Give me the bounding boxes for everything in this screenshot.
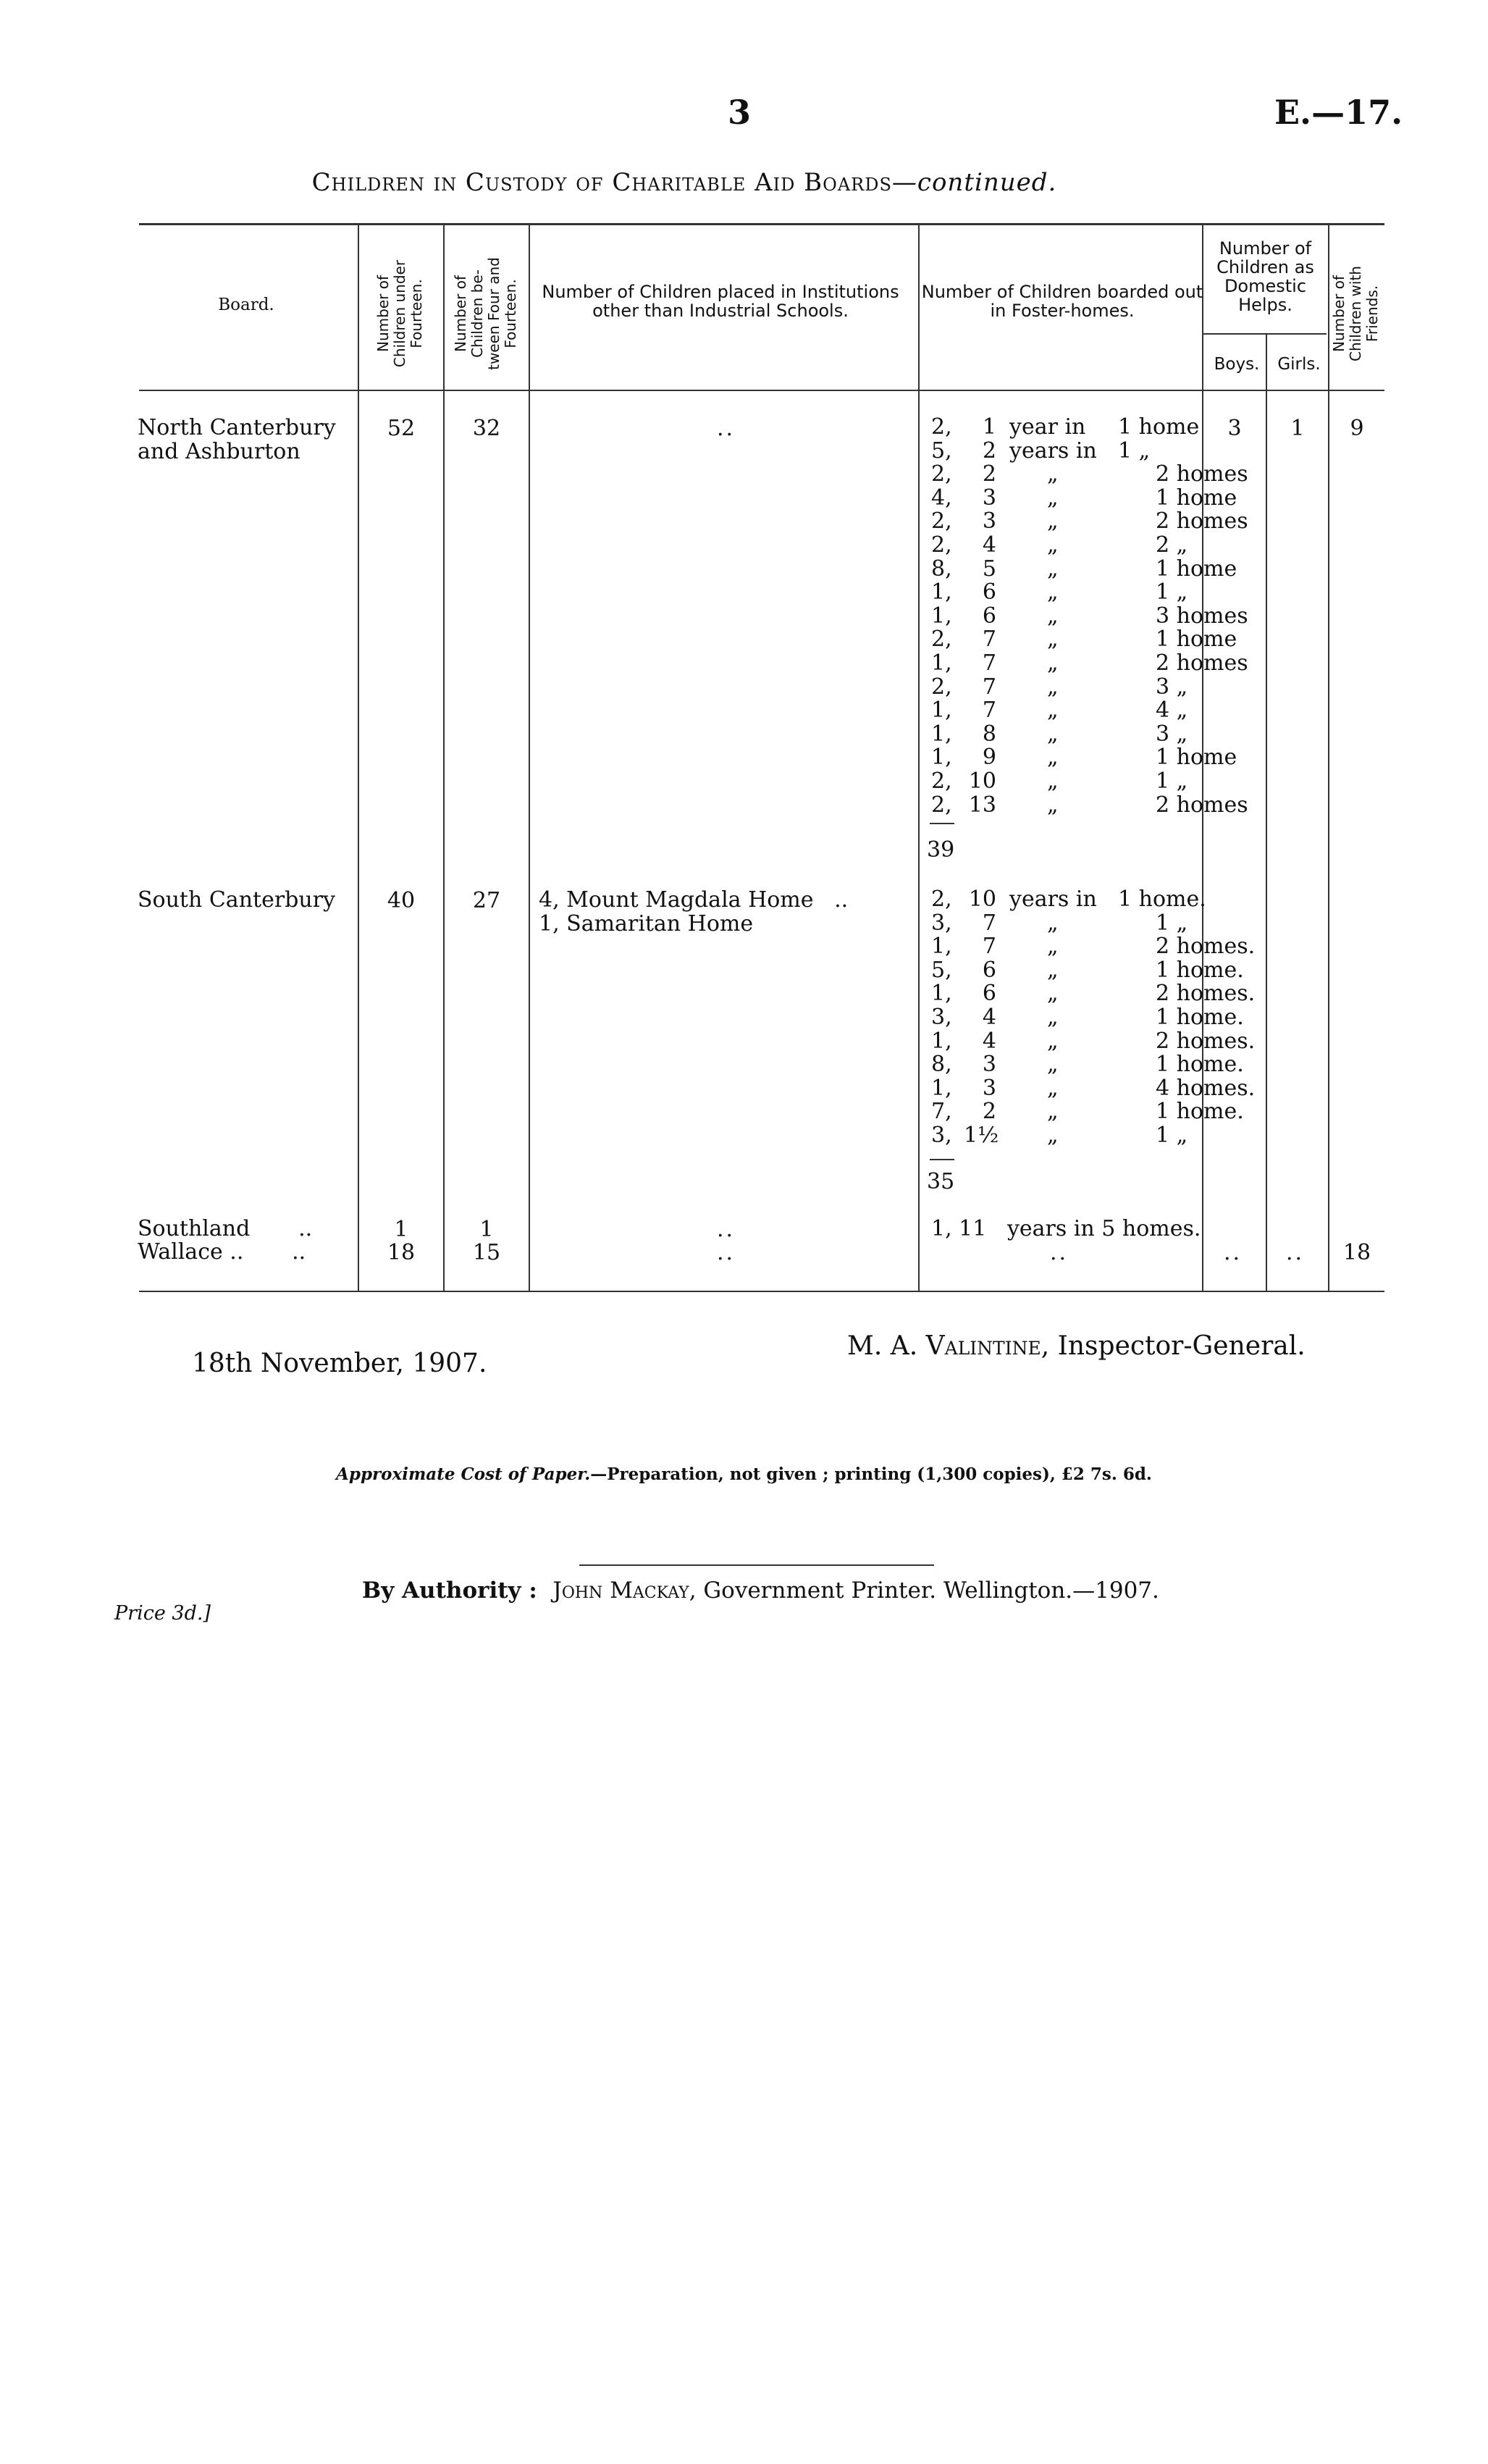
signer-name: Valintine xyxy=(925,1331,1041,1361)
foster-age: 1 xyxy=(982,414,996,440)
foster-row xyxy=(931,558,1279,582)
foster-unit: years in xyxy=(1009,887,1097,912)
foster-unit: „ xyxy=(1047,981,1059,1007)
foster-homes: 3 „ xyxy=(1156,721,1188,747)
north-friends: 9 xyxy=(1350,416,1364,441)
header-girls: Girls. xyxy=(1277,355,1321,374)
southland-four-fourteen: 1 xyxy=(479,1217,494,1242)
foster-row xyxy=(931,581,1279,605)
title-continued: —continued. xyxy=(891,168,1057,197)
foster-unit: „ xyxy=(1047,1099,1059,1125)
north-under-fourteen: 52 xyxy=(387,416,416,441)
wallace-boys: .. xyxy=(1224,1240,1243,1265)
wallace-friends: 18 xyxy=(1342,1240,1371,1265)
foster-unit: „ xyxy=(1047,650,1059,676)
south-four-fourteen: 27 xyxy=(472,888,501,913)
foster-unit: „ xyxy=(1047,1028,1059,1054)
foster-age: 6 xyxy=(982,981,996,1007)
south-under-fourteen: 40 xyxy=(387,888,416,913)
foster-age: 7 xyxy=(982,627,996,653)
foster-count: 3, xyxy=(931,1122,952,1148)
foster-age: 7 xyxy=(982,674,996,700)
col-divider-4 xyxy=(918,225,920,1291)
foster-age: 8 xyxy=(982,721,996,747)
foster-unit: „ xyxy=(1047,461,1059,487)
report-date: 18th November, 1907. xyxy=(192,1349,487,1378)
foster-count: 3, xyxy=(931,1004,952,1030)
header-institutions: Number of Children placed in Institutions other than Industrial Schools. xyxy=(542,282,899,321)
foster-age: 7 xyxy=(982,934,996,960)
south-foster-list xyxy=(931,888,1279,1148)
foster-row xyxy=(931,888,1279,912)
foster-homes: 2 „ xyxy=(1156,532,1188,558)
foster-count: 1, xyxy=(931,1075,952,1101)
foster-row xyxy=(931,652,1279,676)
foster-age: 13 xyxy=(968,792,996,818)
foster-age: 3 xyxy=(982,508,996,535)
wallace-girls: .. xyxy=(1286,1240,1305,1265)
foster-age: 1½ xyxy=(964,1122,999,1148)
domestic-sub-rule xyxy=(1203,333,1327,335)
foster-age: 6 xyxy=(982,603,996,629)
foster-age: 4 xyxy=(982,1028,996,1054)
south-total-rule xyxy=(930,1159,954,1160)
southland-institutions: .. xyxy=(717,1217,736,1242)
printer-rest: , Government Printer. Wellington.—1907. xyxy=(689,1577,1159,1604)
foster-homes: 1 „ xyxy=(1156,1122,1188,1148)
foster-row xyxy=(931,1053,1279,1077)
foster-row xyxy=(931,723,1279,747)
north-foster-list xyxy=(931,416,1279,817)
board-southland: Southland .. xyxy=(138,1216,313,1241)
foster-unit: „ xyxy=(1047,721,1059,747)
foster-count: 1, xyxy=(931,721,952,747)
foster-count: 2, xyxy=(931,508,952,535)
foster-count: 2, xyxy=(931,532,952,558)
foster-row xyxy=(931,770,1279,794)
foster-unit: „ xyxy=(1047,579,1059,605)
footer-rule xyxy=(579,1564,934,1566)
foster-count: 2, xyxy=(931,627,952,653)
foster-homes: 1 home xyxy=(1156,485,1237,511)
foster-unit: „ xyxy=(1047,627,1059,653)
foster-row xyxy=(931,912,1279,936)
foster-homes: 1 „ xyxy=(1156,910,1188,936)
foster-unit: „ xyxy=(1047,697,1059,724)
foster-age: 6 xyxy=(982,579,996,605)
header-four-to-fourteen: Number of Children be- tween Four and Fourteen. xyxy=(452,257,519,370)
foster-count: 1, xyxy=(931,603,952,629)
header-domestic-helps: Number of Children as Domestic Helps. xyxy=(1216,238,1314,315)
foster-unit: years in xyxy=(1009,437,1097,464)
header-foster-homes: Number of Children boarded out in Foster-homes. xyxy=(921,282,1203,321)
table-top-rule xyxy=(139,223,1384,225)
foster-count: 1, xyxy=(931,745,952,771)
foster-unit: „ xyxy=(1047,1004,1059,1030)
header-board: Board. xyxy=(218,296,274,314)
foster-row xyxy=(931,1030,1279,1054)
foster-count: 5, xyxy=(931,437,952,464)
foster-homes: 2 homes xyxy=(1156,508,1248,535)
south-foster-total: 35 xyxy=(927,1169,955,1194)
foster-count: 1, xyxy=(931,650,952,676)
foster-unit: „ xyxy=(1047,1075,1059,1101)
foster-age: 10 xyxy=(968,887,996,912)
foster-row xyxy=(931,676,1279,700)
foster-unit: „ xyxy=(1047,768,1059,794)
foster-unit: „ xyxy=(1047,745,1059,771)
southland-under-fourteen: 1 xyxy=(394,1217,408,1242)
foster-row xyxy=(931,982,1279,1006)
foster-homes: 1 home. xyxy=(1156,1052,1244,1078)
foster-homes: 4 „ xyxy=(1156,697,1188,724)
wallace-foster: .. xyxy=(1050,1240,1069,1265)
col-divider-7 xyxy=(1328,225,1329,1291)
col-divider-2 xyxy=(443,225,445,1291)
north-institutions: .. xyxy=(717,416,736,441)
foster-homes: 1 „ xyxy=(1156,579,1188,605)
foster-homes: 3 „ xyxy=(1156,674,1188,700)
foster-unit: „ xyxy=(1047,1052,1059,1078)
foster-age: 4 xyxy=(982,1004,996,1030)
foster-count: 1, xyxy=(931,934,952,960)
foster-homes: 3 homes xyxy=(1156,603,1248,629)
southland-foster: 1, 11 years in 5 homes. xyxy=(931,1216,1201,1241)
foster-unit: „ xyxy=(1047,674,1059,700)
foster-homes: 1 home xyxy=(1156,745,1237,771)
foster-row xyxy=(931,510,1279,534)
north-boys: 3 xyxy=(1227,416,1242,441)
foster-homes: 1 „ xyxy=(1156,768,1188,794)
north-four-fourteen: 32 xyxy=(472,416,501,441)
wallace-four-fourteen: 15 xyxy=(472,1240,501,1265)
foster-unit: „ xyxy=(1047,792,1059,818)
foster-count: 8, xyxy=(931,1052,952,1078)
foster-count: 2, xyxy=(931,768,952,794)
foster-homes: 1 home. xyxy=(1118,887,1206,912)
north-girls: 1 xyxy=(1290,416,1305,441)
foster-age: 7 xyxy=(982,910,996,936)
foster-unit: „ xyxy=(1047,556,1059,582)
foster-count: 1, xyxy=(931,981,952,1007)
foster-row xyxy=(931,534,1279,558)
foster-age: 2 xyxy=(982,437,996,464)
wallace-under-fourteen: 18 xyxy=(387,1240,416,1265)
printer-imprint xyxy=(362,1577,1159,1604)
foster-homes: 1 home xyxy=(1156,556,1237,582)
foster-age: 2 xyxy=(982,1099,996,1125)
printer-name: John Mackay xyxy=(552,1577,689,1604)
foster-row xyxy=(931,628,1279,652)
foster-row xyxy=(931,437,1279,464)
foster-row xyxy=(931,487,1279,511)
south-institutions: 4, Mount Magdala Home .. 1, Samaritan Home xyxy=(539,887,849,936)
foster-row xyxy=(931,605,1279,629)
foster-count: 3, xyxy=(931,910,952,936)
table-bottom-rule xyxy=(139,1291,1384,1292)
foster-age: 6 xyxy=(982,957,996,983)
foster-count: 7, xyxy=(931,1099,952,1125)
foster-homes: 1 „ xyxy=(1118,437,1151,464)
header-boys: Boys. xyxy=(1214,355,1260,374)
authority-label: By Authority : xyxy=(362,1577,537,1604)
cost-label: Approximate Cost of Paper. xyxy=(336,1464,591,1484)
foster-unit: year in xyxy=(1009,414,1086,440)
document-reference: E.—17. xyxy=(1274,93,1403,132)
wallace-institutions: .. xyxy=(717,1240,736,1265)
foster-unit: „ xyxy=(1047,934,1059,960)
foster-row xyxy=(931,794,1279,818)
foster-row xyxy=(931,959,1279,983)
foster-age: 7 xyxy=(982,650,996,676)
board-south-canterbury: South Canterbury xyxy=(138,887,335,913)
foster-age: 5 xyxy=(982,556,996,582)
foster-age: 2 xyxy=(982,461,996,487)
foster-unit: „ xyxy=(1047,603,1059,629)
foster-homes: 1 home xyxy=(1118,414,1200,440)
foster-age: 3 xyxy=(982,485,996,511)
foster-count: 2, xyxy=(931,414,952,440)
foster-homes: 2 homes. xyxy=(1156,1028,1256,1054)
foster-homes: 1 home. xyxy=(1156,957,1244,983)
col-divider-3 xyxy=(529,225,530,1291)
header-bottom-rule xyxy=(139,390,1384,391)
header-under-fourteen: Number of Children under Fourteen. xyxy=(374,259,425,368)
foster-count: 2, xyxy=(931,792,952,818)
foster-count: 1, xyxy=(931,1028,952,1054)
cost-note xyxy=(0,1464,1488,1484)
foster-homes: 2 homes xyxy=(1156,461,1248,487)
foster-row xyxy=(931,1124,1279,1148)
foster-unit: „ xyxy=(1047,485,1059,511)
foster-count: 1, xyxy=(931,579,952,605)
foster-homes: 2 homes xyxy=(1156,792,1248,818)
foster-unit: „ xyxy=(1047,508,1059,535)
title-main: Children in Custody of Charitable Aid Boards xyxy=(311,168,892,197)
cost-text: —Preparation, not given ; printing (1,300 copies), £2 7s. 6d. xyxy=(590,1464,1152,1484)
foster-count: 4, xyxy=(931,485,952,511)
north-total-rule xyxy=(930,823,954,824)
foster-age: 10 xyxy=(968,768,996,794)
north-foster-total: 39 xyxy=(927,837,955,863)
foster-count: 2, xyxy=(931,461,952,487)
foster-row xyxy=(931,1077,1279,1101)
foster-age: 9 xyxy=(982,745,996,771)
foster-age: 3 xyxy=(982,1052,996,1078)
foster-row xyxy=(931,935,1279,959)
foster-count: 1, xyxy=(931,697,952,724)
foster-row xyxy=(931,463,1279,487)
signature xyxy=(847,1331,1306,1361)
foster-homes: 2 homes xyxy=(1156,650,1248,676)
foster-unit: „ xyxy=(1047,957,1059,983)
page-title xyxy=(0,168,1369,197)
foster-row xyxy=(931,699,1279,723)
board-north-canterbury: North Canterbury and Ashburton xyxy=(138,415,336,464)
signer-title: , Inspector-General. xyxy=(1041,1331,1306,1361)
foster-unit: „ xyxy=(1047,910,1059,936)
foster-row xyxy=(931,746,1279,770)
foster-count: 2, xyxy=(931,674,952,700)
foster-homes: 1 home. xyxy=(1156,1099,1244,1125)
col-divider-1 xyxy=(358,225,359,1291)
header-with-friends: Number of Children with Friends. xyxy=(1330,266,1381,362)
foster-unit: „ xyxy=(1047,1122,1059,1148)
foster-homes: 1 home xyxy=(1156,627,1237,653)
foster-row xyxy=(931,1100,1279,1124)
page-number: 3 xyxy=(728,93,752,132)
price: Price 3d.] xyxy=(114,1602,211,1625)
foster-homes: 4 homes. xyxy=(1156,1075,1256,1101)
foster-homes: 2 homes. xyxy=(1156,934,1256,960)
foster-count: 5, xyxy=(931,957,952,983)
foster-homes: 2 homes. xyxy=(1156,981,1256,1007)
foster-homes: 1 home. xyxy=(1156,1004,1244,1030)
signer-initials: M. A. xyxy=(847,1331,918,1361)
foster-age: 4 xyxy=(982,532,996,558)
foster-age: 3 xyxy=(982,1075,996,1101)
foster-count: 8, xyxy=(931,556,952,582)
foster-row xyxy=(931,1006,1279,1030)
foster-age: 7 xyxy=(982,697,996,724)
foster-unit: „ xyxy=(1047,532,1059,558)
foster-count: 2, xyxy=(931,887,952,912)
board-wallace: Wallace .. .. xyxy=(138,1239,306,1265)
